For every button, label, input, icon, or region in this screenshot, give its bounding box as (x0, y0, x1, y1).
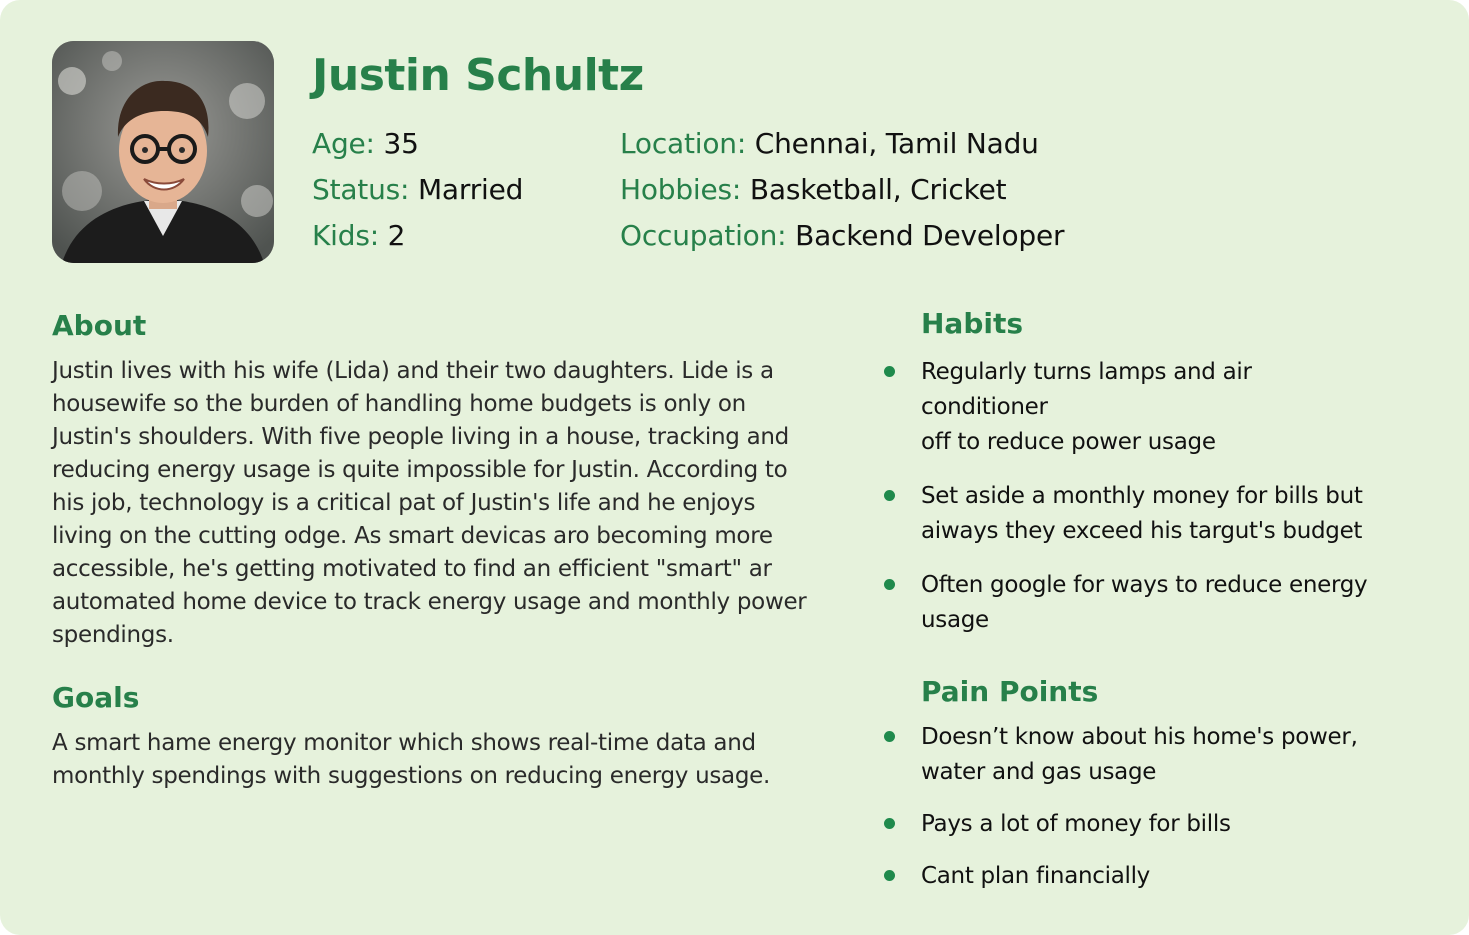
bullet-dot-icon (884, 870, 895, 881)
fact-status-value: Married (417, 173, 524, 206)
pain-point-line: Doesn’t know about his home's power, (921, 724, 1358, 750)
fact-age-label: Age: (312, 127, 375, 160)
bullet-dot-icon (884, 579, 895, 590)
fact-occupation-value: Backend Developer (795, 219, 1065, 252)
pain-points-heading: Pain Points (921, 675, 1099, 708)
goals-line: A smart hame energy monitor which shows real-time data and (52, 730, 756, 756)
about-line: Justin's shoulders. With five people living in a house, tracking and (52, 424, 789, 450)
pain-points-list (884, 720, 1384, 911)
fact-kids-label: Kids: (312, 219, 379, 252)
fact-location-value: Chennai, Tamil Nadu (754, 127, 1039, 160)
fact-occupation-label: Occupation: (620, 219, 787, 252)
pain-point-item (884, 807, 1384, 842)
about-line: Justin lives with his wife (Lida) and their two daughters. Lide is a (52, 358, 774, 384)
persona-name: Justin Schultz (312, 50, 644, 101)
about-line: reducing energy usage is quite impossible for Justin. According to (52, 457, 788, 483)
about-heading: About (52, 309, 147, 342)
about-line: housewife so the burden of handling home budgets is only on (52, 391, 746, 417)
about-text (52, 355, 852, 652)
avatar (52, 41, 274, 263)
fact-occupation (620, 219, 1064, 253)
goals-line: monthly spendings with suggestions on reducing energy usage. (52, 763, 771, 789)
pain-point-line: Pays a lot of money for bills (921, 811, 1231, 837)
bullet-dot-icon (884, 366, 895, 377)
fact-age-value: 35 (383, 127, 419, 160)
about-line: his job, technology is a critical pat of Justin's life and he enjoys (52, 490, 756, 516)
about-line: automated home device to track energy usage and monthly power (52, 589, 807, 615)
habits-heading: Habits (921, 307, 1024, 340)
fact-location (620, 127, 1039, 161)
habit-line: Regularly turns lamps and air conditioner (921, 359, 1252, 420)
about-line: accessible, he's getting motivated to find an efficient "smart" ar (52, 556, 772, 582)
fact-kids (312, 219, 405, 253)
avatar-illustration (52, 41, 274, 263)
fact-kids-value: 2 (387, 219, 406, 252)
pain-point-line: Cant plan financially (921, 863, 1150, 889)
fact-age (312, 127, 419, 161)
bullet-dot-icon (884, 731, 895, 742)
habit-line: Set aside a monthly money for bills but (921, 483, 1363, 509)
habit-line: Often google for ways to reduce energy (921, 572, 1368, 598)
fact-location-label: Location: (620, 127, 747, 160)
fact-hobbies-label: Hobbies: (620, 173, 742, 206)
goals-heading: Goals (52, 681, 140, 714)
habit-item (884, 479, 1384, 549)
habit-line: aiways they exceed his targut's budget (921, 518, 1363, 544)
fact-hobbies (620, 173, 1006, 207)
about-line: living on the cutting odge. As smart devicas aro becoming more (52, 523, 773, 549)
pain-point-line: water and gas usage (921, 759, 1157, 785)
pain-point-item (884, 859, 1384, 894)
fact-status (312, 173, 523, 207)
habit-line: usage (921, 607, 989, 633)
habits-list (884, 355, 1384, 657)
about-line: spendings. (52, 622, 174, 648)
goals-text (52, 727, 852, 793)
fact-status-label: Status: (312, 173, 410, 206)
bullet-dot-icon (884, 818, 895, 829)
bullet-dot-icon (884, 490, 895, 501)
habit-item (884, 355, 1384, 460)
pain-point-item (884, 720, 1384, 790)
habit-line: off to reduce power usage (921, 429, 1216, 455)
habit-item (884, 568, 1384, 638)
fact-hobbies-value: Basketball, Cricket (749, 173, 1007, 206)
